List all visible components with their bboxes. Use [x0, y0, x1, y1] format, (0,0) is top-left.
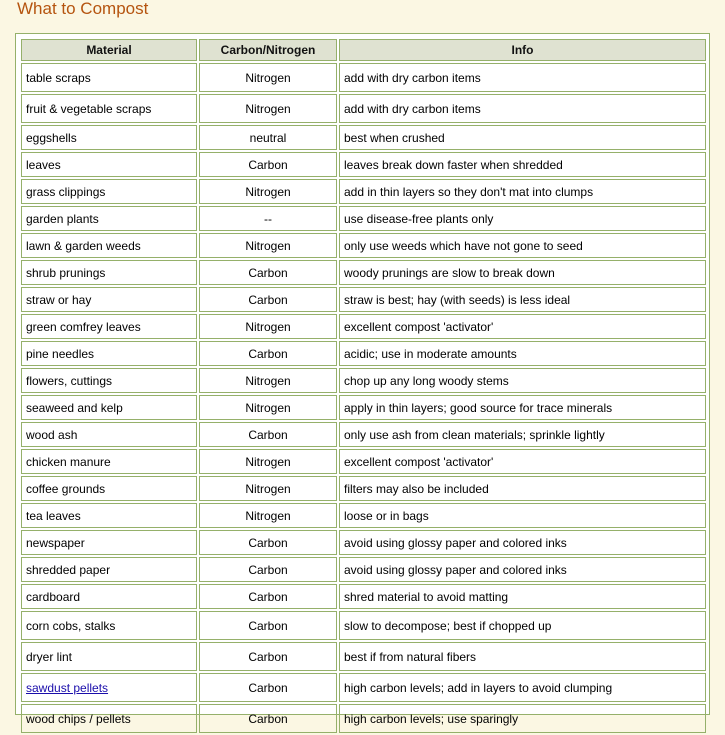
material-cell: shrub prunings [21, 260, 197, 285]
carbon-nitrogen-cell: Nitrogen [199, 94, 337, 123]
table-row [21, 642, 706, 671]
table-row [21, 287, 706, 312]
sawdust-pellets-link[interactable]: sawdust pellets [26, 680, 109, 695]
table-row [21, 368, 706, 393]
info-cell: acidic; use in moderate amounts [339, 341, 706, 366]
table-row [21, 206, 706, 231]
material-cell: pine needles [21, 341, 197, 366]
material-cell: garden plants [21, 206, 197, 231]
table-row [21, 611, 706, 640]
info-cell: add with dry carbon items [339, 63, 706, 92]
info-cell: slow to decompose; best if chopped up [339, 611, 706, 640]
carbon-nitrogen-cell: Nitrogen [199, 395, 337, 420]
material-cell: leaves [21, 152, 197, 177]
material-cell: green comfrey leaves [21, 314, 197, 339]
carbon-nitrogen-cell: Carbon [199, 584, 337, 609]
info-cell: excellent compost 'activator' [339, 314, 706, 339]
material-cell: chicken manure [21, 449, 197, 474]
table-row [21, 422, 706, 447]
material-cell: corn cobs, stalks [21, 611, 197, 640]
table-row [21, 94, 706, 123]
info-cell: filters may also be included [339, 476, 706, 501]
material-cell [21, 673, 197, 702]
table-row [21, 260, 706, 285]
info-cell: only use weeds which have not gone to seed [339, 233, 706, 258]
carbon-nitrogen-cell: Carbon [199, 260, 337, 285]
carbon-nitrogen-cell: Nitrogen [199, 179, 337, 204]
material-cell: seaweed and kelp [21, 395, 197, 420]
column-header-info: Info [339, 39, 706, 61]
material-cell: wood chips / pellets [21, 704, 197, 733]
table-header-row [21, 39, 706, 61]
info-cell: chop up any long woody stems [339, 368, 706, 393]
carbon-nitrogen-cell: Carbon [199, 341, 337, 366]
info-cell: best if from natural fibers [339, 642, 706, 671]
info-cell: leaves break down faster when shredded [339, 152, 706, 177]
info-cell: avoid using glossy paper and colored inks [339, 530, 706, 555]
info-cell: add with dry carbon items [339, 94, 706, 123]
page-title: What to Compost [17, 0, 149, 18]
material-cell: newspaper [21, 530, 197, 555]
table-row [21, 395, 706, 420]
material-cell: shredded paper [21, 557, 197, 582]
compost-table-container [15, 33, 710, 726]
info-cell: excellent compost 'activator' [339, 449, 706, 474]
info-cell: straw is best; hay (with seeds) is less ideal [339, 287, 706, 312]
info-cell: apply in thin layers; good source for trace minerals [339, 395, 706, 420]
material-cell: straw or hay [21, 287, 197, 312]
carbon-nitrogen-cell: Nitrogen [199, 368, 337, 393]
material-cell: wood ash [21, 422, 197, 447]
carbon-nitrogen-cell: Carbon [199, 557, 337, 582]
table-row [21, 152, 706, 177]
table-row [21, 503, 706, 528]
column-header-carbon-nitrogen: Carbon/Nitrogen [199, 39, 337, 61]
material-cell: tea leaves [21, 503, 197, 528]
material-cell: lawn & garden weeds [21, 233, 197, 258]
table-row [21, 704, 706, 733]
carbon-nitrogen-cell: Carbon [199, 287, 337, 312]
table-row [21, 584, 706, 609]
info-cell: avoid using glossy paper and colored inks [339, 557, 706, 582]
material-cell: grass clippings [21, 179, 197, 204]
carbon-nitrogen-cell: Nitrogen [199, 233, 337, 258]
table-row [21, 233, 706, 258]
info-cell: only use ash from clean materials; sprinkle lightly [339, 422, 706, 447]
carbon-nitrogen-cell: Carbon [199, 642, 337, 671]
material-cell: fruit & vegetable scraps [21, 94, 197, 123]
table-row [21, 179, 706, 204]
info-cell: loose or in bags [339, 503, 706, 528]
material-cell: cardboard [21, 584, 197, 609]
compost-table [19, 37, 708, 735]
material-cell: eggshells [21, 125, 197, 150]
carbon-nitrogen-cell: Nitrogen [199, 503, 337, 528]
carbon-nitrogen-cell: Nitrogen [199, 63, 337, 92]
table-row [21, 314, 706, 339]
table-row [21, 125, 706, 150]
material-cell: flowers, cuttings [21, 368, 197, 393]
material-cell: table scraps [21, 63, 197, 92]
column-header-material: Material [21, 39, 197, 61]
info-cell: best when crushed [339, 125, 706, 150]
carbon-nitrogen-cell: Carbon [199, 673, 337, 702]
carbon-nitrogen-cell: Carbon [199, 422, 337, 447]
carbon-nitrogen-cell: -- [199, 206, 337, 231]
carbon-nitrogen-cell: Carbon [199, 704, 337, 733]
table-row [21, 530, 706, 555]
carbon-nitrogen-cell: Nitrogen [199, 476, 337, 501]
info-cell: use disease-free plants only [339, 206, 706, 231]
material-cell: dryer lint [21, 642, 197, 671]
info-cell: high carbon levels; add in layers to avoid clumping [339, 673, 706, 702]
info-cell: shred material to avoid matting [339, 584, 706, 609]
carbon-nitrogen-cell: Carbon [199, 530, 337, 555]
table-row [21, 341, 706, 366]
info-cell: woody prunings are slow to break down [339, 260, 706, 285]
table-row [21, 63, 706, 92]
table-row [21, 476, 706, 501]
material-cell: coffee grounds [21, 476, 197, 501]
carbon-nitrogen-cell: Nitrogen [199, 449, 337, 474]
info-cell: add in thin layers so they don't mat into clumps [339, 179, 706, 204]
carbon-nitrogen-cell: Carbon [199, 152, 337, 177]
info-cell: high carbon levels; use sparingly [339, 704, 706, 733]
table-row [21, 449, 706, 474]
table-row [21, 673, 706, 702]
carbon-nitrogen-cell: Nitrogen [199, 314, 337, 339]
carbon-nitrogen-cell: neutral [199, 125, 337, 150]
table-row [21, 557, 706, 582]
carbon-nitrogen-cell: Carbon [199, 611, 337, 640]
